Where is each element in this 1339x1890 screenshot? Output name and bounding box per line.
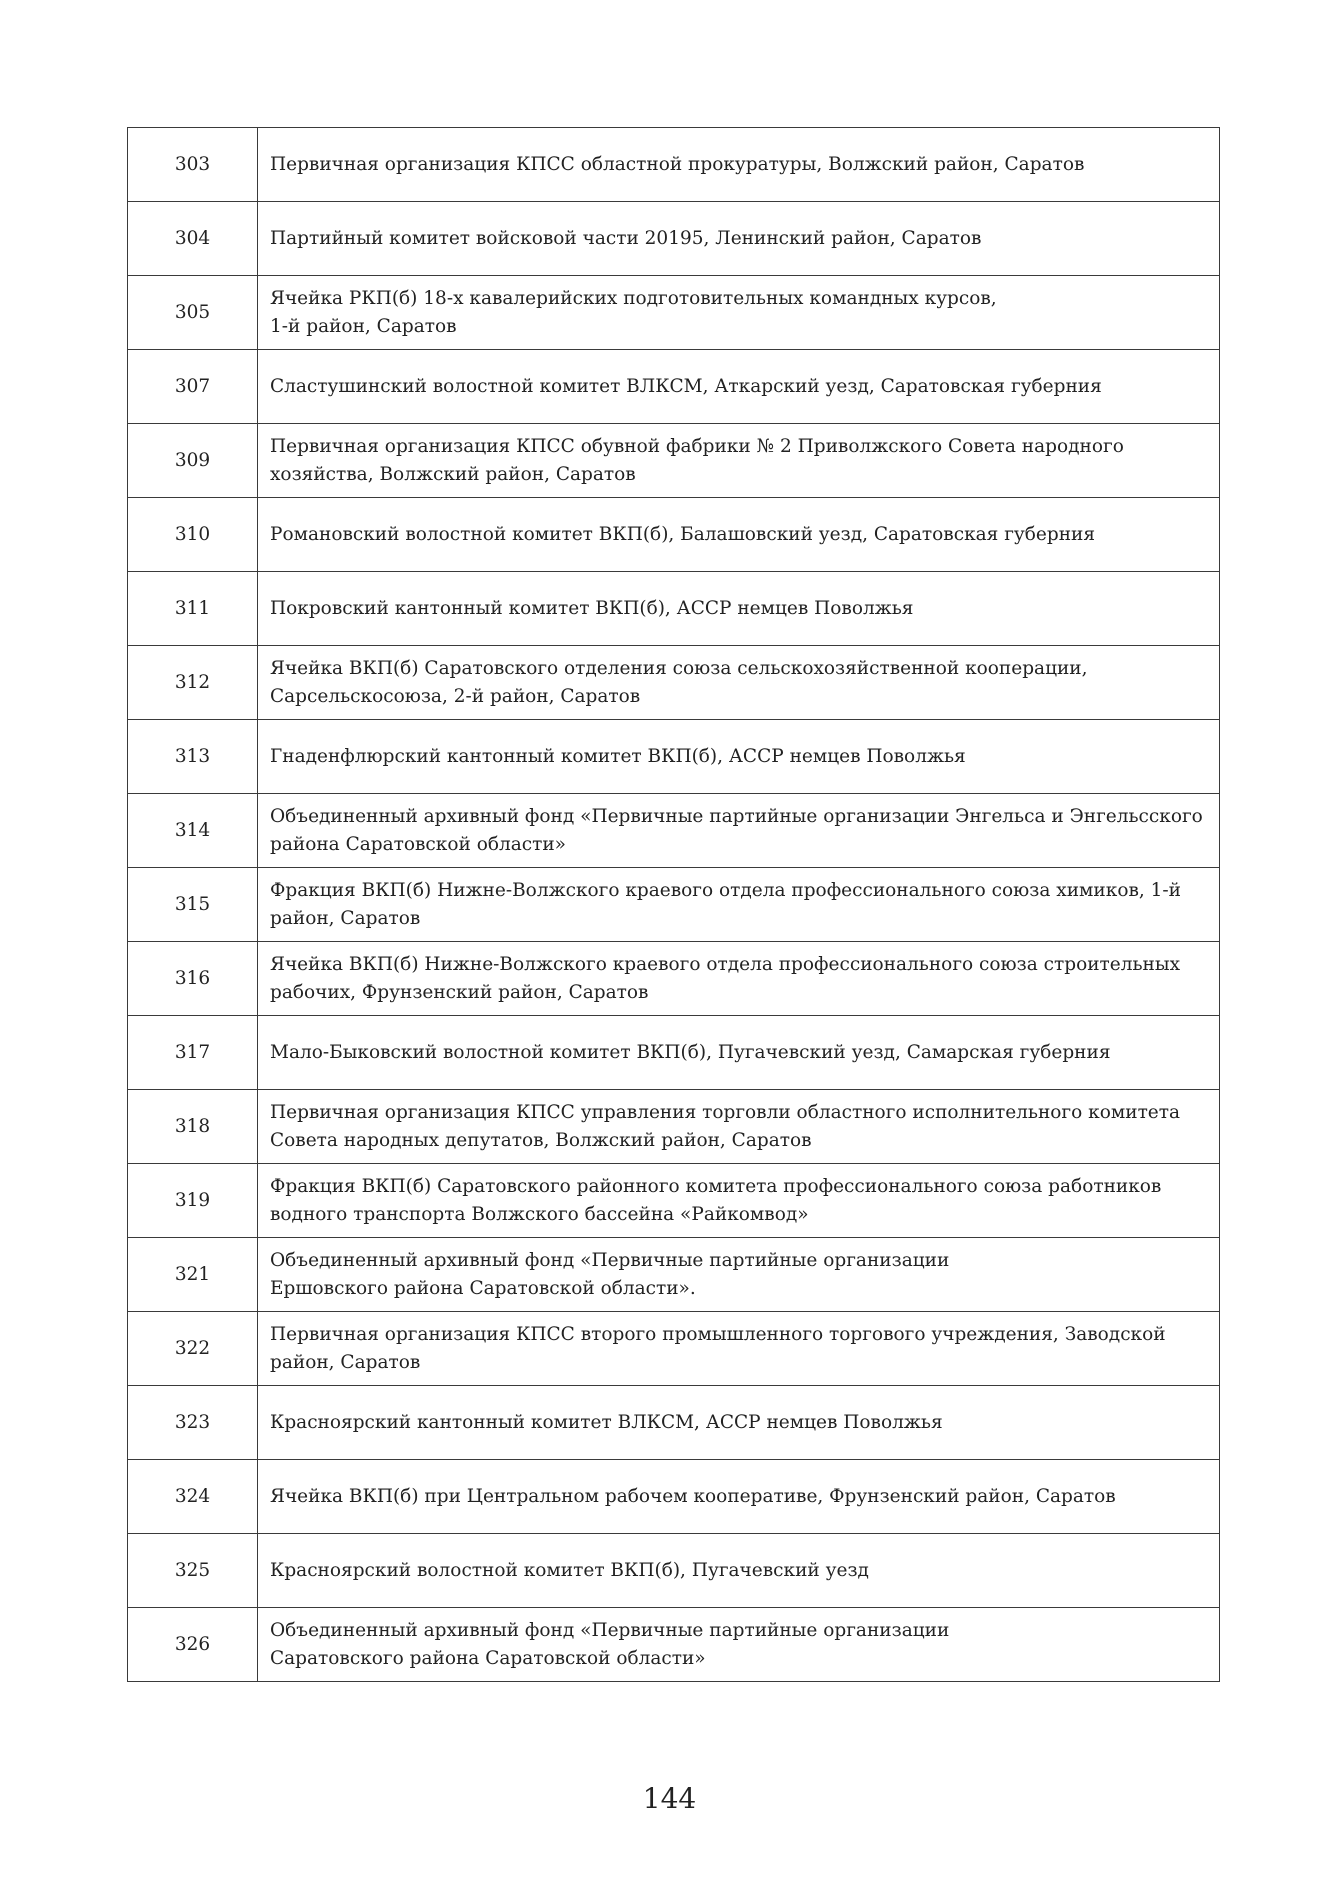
- fund-number: 309: [128, 424, 258, 498]
- fund-number: 322: [128, 1312, 258, 1386]
- fund-number: 313: [128, 720, 258, 794]
- fund-number: 314: [128, 794, 258, 868]
- table-row: [128, 720, 1220, 794]
- fund-number: 305: [128, 276, 258, 350]
- fund-name: Ячейка ВКП(б) Саратовского отделения союза сельскохозяйственной кооперации, Сарсельскосоюза, 2-й район, Саратов: [258, 646, 1220, 720]
- table-row: [128, 498, 1220, 572]
- fund-number: 304: [128, 202, 258, 276]
- fund-name: Красноярский волостной комитет ВКП(б), Пугачевский уезд: [258, 1534, 1220, 1608]
- fund-number: 315: [128, 868, 258, 942]
- fund-number: 326: [128, 1608, 258, 1682]
- fund-name: Ячейка ВКП(б) Нижне-Волжского краевого отдела профессионального союза строительных рабочих, Фрунзенский район, Саратов: [258, 942, 1220, 1016]
- table-row: [128, 1386, 1220, 1460]
- fund-name: Сластушинский волостной комитет ВЛКСМ, Аткарский уезд, Саратовская губерния: [258, 350, 1220, 424]
- fund-number: 318: [128, 1090, 258, 1164]
- fund-number: 317: [128, 1016, 258, 1090]
- fund-number: 307: [128, 350, 258, 424]
- table-row: [128, 1312, 1220, 1386]
- table-row: [128, 424, 1220, 498]
- table-row: [128, 350, 1220, 424]
- fund-number: 323: [128, 1386, 258, 1460]
- fund-number: 311: [128, 572, 258, 646]
- fund-name: Покровский кантонный комитет ВКП(б), АССР немцев Поволжья: [258, 572, 1220, 646]
- fund-name: Объединенный архивный фонд «Первичные партийные организации Энгельса и Энгельсского района Саратовской области»: [258, 794, 1220, 868]
- fund-name: Фракция ВКП(б) Саратовского районного комитета профессионального союза работников водного транспорта Волжского бассейна «Райкомвод»: [258, 1164, 1220, 1238]
- table-row: [128, 1090, 1220, 1164]
- fund-list-table: [127, 127, 1220, 1682]
- table-row: [128, 1238, 1220, 1312]
- fund-name: Красноярский кантонный комитет ВЛКСМ, АССР немцев Поволжья: [258, 1386, 1220, 1460]
- fund-name: Первичная организация КПСС обувной фабрики № 2 Приволжского Совета народного хозяйства, Волжский район, Саратов: [258, 424, 1220, 498]
- fund-number: 312: [128, 646, 258, 720]
- table-row: [128, 1608, 1220, 1682]
- table-row: [128, 202, 1220, 276]
- fund-list-body: [128, 128, 1220, 1682]
- fund-number: 316: [128, 942, 258, 1016]
- table-row: [128, 276, 1220, 350]
- fund-number: 325: [128, 1534, 258, 1608]
- fund-name: Первичная организация КПСС областной прокуратуры, Волжский район, Саратов: [258, 128, 1220, 202]
- table-row: [128, 128, 1220, 202]
- table-row: [128, 1534, 1220, 1608]
- fund-number: 310: [128, 498, 258, 572]
- fund-name: Мало-Быковский волостной комитет ВКП(б), Пугачевский уезд, Самарская губерния: [258, 1016, 1220, 1090]
- fund-number: 321: [128, 1238, 258, 1312]
- fund-number: 319: [128, 1164, 258, 1238]
- table-row: [128, 572, 1220, 646]
- table-row: [128, 868, 1220, 942]
- table-row: [128, 794, 1220, 868]
- fund-name: Объединенный архивный фонд «Первичные партийные организации Саратовского района Саратовской области»: [258, 1608, 1220, 1682]
- fund-name: Фракция ВКП(б) Нижне-Волжского краевого отдела профессионального союза химиков, 1-й район, Саратов: [258, 868, 1220, 942]
- table-row: [128, 1164, 1220, 1238]
- page-number: 144: [642, 1782, 697, 1815]
- fund-name: Гнаденфлюрский кантонный комитет ВКП(б), АССР немцев Поволжья: [258, 720, 1220, 794]
- fund-name: Партийный комитет войсковой части 20195, Ленинский район, Саратов: [258, 202, 1220, 276]
- fund-name: Ячейка ВКП(б) при Центральном рабочем кооперативе, Фрунзенский район, Саратов: [258, 1460, 1220, 1534]
- fund-name: Романовский волостной комитет ВКП(б), Балашовский уезд, Саратовская губерния: [258, 498, 1220, 572]
- fund-name: Объединенный архивный фонд «Первичные партийные организации Ершовского района Саратовской области».: [258, 1238, 1220, 1312]
- table-row: [128, 1016, 1220, 1090]
- fund-number: 324: [128, 1460, 258, 1534]
- fund-name: Первичная организация КПСС второго промышленного торгового учреждения, Заводской район, Саратов: [258, 1312, 1220, 1386]
- table-row: [128, 1460, 1220, 1534]
- fund-number: 303: [128, 128, 258, 202]
- table-row: [128, 646, 1220, 720]
- fund-name: Ячейка РКП(б) 18-х кавалерийских подготовительных командных курсов, 1-й район, Саратов: [258, 276, 1220, 350]
- table-row: [128, 942, 1220, 1016]
- fund-name: Первичная организация КПСС управления торговли областного исполнительного комитета Совета народных депутатов, Волжский район, Саратов: [258, 1090, 1220, 1164]
